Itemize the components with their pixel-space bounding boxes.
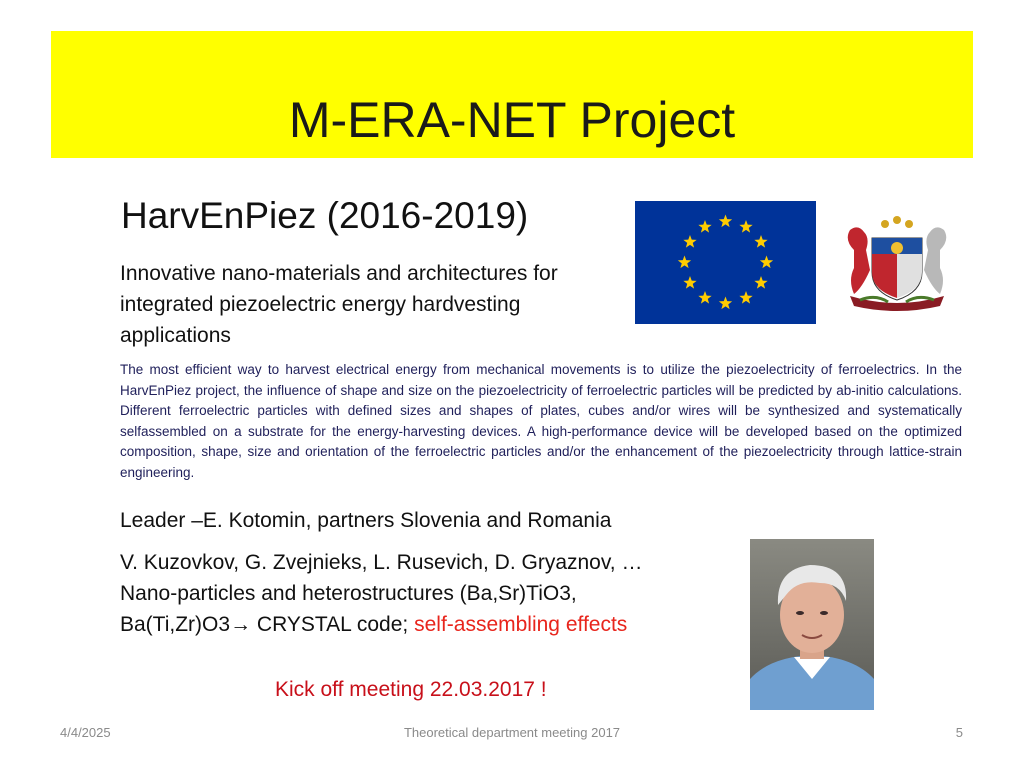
- footer-event: Theoretical department meeting 2017: [403, 725, 621, 740]
- project-leader: Leader –E. Kotomin, partners Slovenia and Romania: [120, 509, 612, 532]
- eu-flag: [635, 201, 816, 324]
- portrait-photo: [750, 539, 874, 710]
- description-line-3: applications: [120, 324, 231, 347]
- team-details: [120, 547, 720, 640]
- topic-compound: Ba(Ti,Zr)O3: [120, 613, 231, 636]
- title-band: [51, 31, 973, 158]
- project-abstract: The most efficient way to harvest electrical energy from mechanical movements is to utilize the piezoelectricity of ferroelectrics. In the HarvEnPiez project, the influence of shape and size on the piezoelectricity of ferroelectric particles will be predicted by ab-initio calculations. Different ferroelectric particles with defined sizes and shapes of plates, cubes and/or wires will be synthesized and systematically selfassembled on a substrate for the energy-harvesting devices. A high-performance device will be developed based on the optimized composition, shape, size and orientation of the ferroelectric particles and/or the enhancement of the piezoelectricity through lattice-strain engineering.: [120, 362, 962, 480]
- topic-line-1: Nano-particles and heterostructures (Ba,Sr)TiO3,: [120, 582, 577, 605]
- project-name: HarvEnPiez (2016-2019): [121, 195, 529, 236]
- description-line-1: Innovative nano-materials and architectures for: [120, 262, 558, 285]
- topic-highlight: self-assembling effects: [414, 613, 628, 636]
- slide-title: M-ERA-NET Project: [288, 92, 736, 148]
- page-number: 5: [955, 725, 963, 740]
- arrow-right-icon: →: [230, 613, 252, 636]
- description-line-2: integrated piezoelectric energy hardvesting: [120, 293, 521, 316]
- footer-date: 4/4/2025: [60, 725, 111, 740]
- project-description: [120, 258, 630, 351]
- kickoff-announcement: Kick off meeting 22.03.2017 !: [275, 678, 547, 701]
- topic-line-2: [120, 609, 720, 640]
- team-members: V. Kuzovkov, G. Zvejnieks, L. Rusevich, D. Gryaznov, …: [120, 551, 643, 574]
- topic-code: CRYSTAL code;: [251, 613, 415, 636]
- latvia-coat-of-arms: [836, 210, 958, 312]
